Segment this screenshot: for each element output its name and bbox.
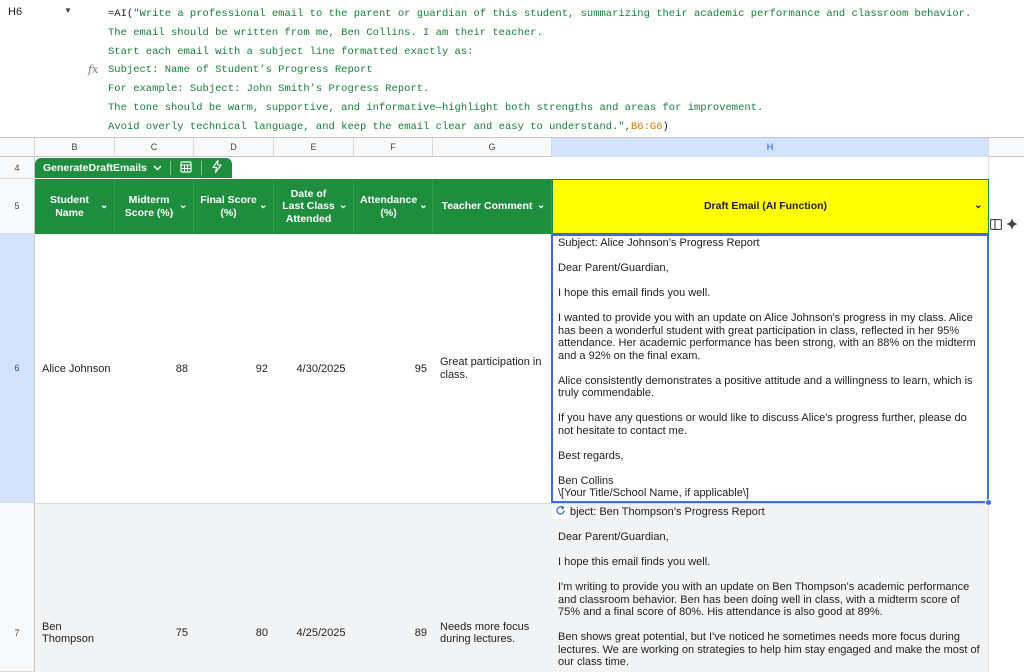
email-subject: bject: Ben Thompson’s Progress Report — [570, 506, 765, 518]
cell-midterm[interactable]: 88 — [175, 362, 188, 375]
cell-final[interactable]: 92 — [255, 362, 268, 375]
column-header-h[interactable]: H — [552, 138, 989, 157]
formula-line: Start each email with a subject line formatted exactly as: — [108, 45, 474, 58]
cell-midterm[interactable]: 75 — [175, 627, 188, 639]
email-line: \[Your Title/School Name, if applicable\] — [558, 487, 749, 499]
email-line: I wanted to provide you with an update on Alice Johnson's progress in my class. Alice has been a wonderful student with great participation in class, reflected in her 95% attendance. Her academic performance has been strong, with an 88% on the midterm and a 92% on the final exam. — [558, 312, 976, 362]
column-header-b[interactable]: B — [35, 138, 115, 157]
automation-button[interactable] — [202, 158, 232, 178]
email-line: Best regards, — [558, 449, 624, 462]
cell-draft-email-body — [552, 529, 988, 672]
email-line: Dear Parent/Guardian, — [558, 531, 669, 543]
header-student-name[interactable]: Student Name ⌄ — [35, 179, 115, 234]
row-header-7[interactable]: 7 — [0, 503, 35, 672]
selected-cell-outline — [551, 234, 989, 503]
formula-line: The tone should be warm, supportive, and informative—highlight both strengths and areas for improvement. — [108, 101, 764, 114]
column-header-f[interactable]: F — [354, 138, 433, 157]
row-header-5[interactable]: 5 — [0, 179, 35, 234]
side-panel-icon[interactable] — [990, 219, 1002, 233]
table-view-button[interactable] — [171, 158, 201, 178]
column-header-row — [0, 138, 1024, 157]
chevron-down-icon[interactable]: ⌄ — [419, 200, 428, 212]
calculator-icon — [180, 161, 192, 176]
table-name-button[interactable]: GenerateDraftEmails — [35, 158, 170, 178]
column-header-c[interactable]: C — [115, 138, 194, 157]
email-line: Ben shows great potential, but I've noticed he sometimes needs more focus during lectures. We are working on strategies to help him stay engaged and make the most of our class time. — [558, 631, 980, 668]
formula-input[interactable] — [108, 7, 1018, 139]
column-header-d[interactable]: D — [194, 138, 274, 157]
formula-line: =AI("Write a professional email to the parent or guardian of this student, summarizing their academic performance and classroom behavior. — [108, 8, 972, 20]
chevron-down-icon[interactable]: ⌄ — [100, 200, 109, 212]
chevron-down-icon[interactable]: ⌄ — [259, 200, 268, 212]
cell-final[interactable]: 80 — [255, 627, 268, 639]
chevron-down-icon[interactable]: ⌄ — [537, 200, 546, 212]
email-line: I hope this email finds you well. — [558, 556, 711, 568]
lightning-icon — [212, 160, 222, 176]
chevron-down-icon — [153, 162, 162, 174]
email-line: I'm writing to provide you with an update on Ben Thompson's academic performance and classroom behavior. Ben has been doing well in class, with a midterm score of 75% and a final score of 80%. His attendance is also good at 89%. — [558, 581, 970, 618]
name-box[interactable]: H6 — [8, 6, 23, 18]
refresh-button[interactable] — [552, 504, 569, 519]
chevron-down-icon[interactable]: ⌄ — [339, 200, 348, 212]
cell-date[interactable]: 4/30/2025 — [296, 362, 346, 375]
row-header-4[interactable]: 4 — [0, 157, 35, 179]
cell-teacher-comment[interactable]: Needs more focus during lectures. — [440, 620, 530, 645]
formula-line: The email should be written from me, Ben Collins. I am their teacher. — [108, 26, 543, 39]
email-line: I hope this email finds you well. — [558, 287, 711, 299]
email-subject: Subject: Alice Johnson’s Progress Report — [558, 237, 760, 249]
row-header-6[interactable]: 6 — [0, 234, 35, 503]
formula-line: Subject: Name of Student’s Progress Report — [108, 64, 373, 77]
header-final-score[interactable]: Final Score (%) ⌄ — [194, 179, 274, 234]
refresh-icon — [555, 505, 566, 519]
cell-attendance[interactable]: 89 — [414, 627, 427, 639]
formula-bar — [0, 0, 1024, 138]
table-toolbar — [35, 158, 232, 178]
cell-student-name[interactable]: Ben Thompson — [42, 621, 94, 645]
email-line: Dear Parent/Guardian, — [558, 262, 669, 274]
header-attendance[interactable]: Attendance (%) ⌄ — [354, 179, 433, 234]
column-header-e[interactable]: E — [274, 138, 354, 157]
formula-line: For example: Subject: John Smith’s Progress Report. — [108, 83, 430, 96]
email-line: If you have any questions or would like to discuss Alice's progress further, please do not hesitate to contact me. — [558, 412, 967, 437]
chevron-down-icon[interactable]: ⌄ — [974, 200, 983, 212]
column-header-g[interactable]: G — [433, 138, 552, 157]
chevron-down-icon[interactable]: ⌄ — [179, 200, 188, 212]
sparkle-icon[interactable] — [1006, 218, 1018, 233]
header-last-class-date[interactable]: Date of Last Class Attended ⌄ — [274, 179, 354, 234]
cell-student-name[interactable]: Alice Johnson — [42, 362, 111, 375]
column-side-actions — [990, 218, 1018, 233]
cell-attendance[interactable]: 95 — [414, 362, 427, 375]
header-draft-email[interactable]: Draft Email (AI Function) ⌄ — [552, 179, 989, 234]
fx-icon: fx — [88, 63, 99, 76]
cell-teacher-comment[interactable]: Great participation in class. — [440, 356, 542, 381]
select-all-corner[interactable] — [0, 138, 35, 157]
header-teacher-comment[interactable]: Teacher Comment ⌄ — [433, 179, 552, 234]
formula-line: Avoid overly technical language, and keep the email clear and easy to understand.",B6:G6) — [108, 120, 669, 133]
email-line: Ben Collins — [558, 474, 614, 487]
cell-date[interactable]: 4/25/2025 — [296, 627, 346, 639]
email-line: Alice consistently demonstrates a positive attitude and a willingness to learn, which is truly commendable. — [558, 374, 973, 399]
header-midterm-score[interactable]: Midterm Score (%) ⌄ — [115, 179, 194, 234]
name-box-dropdown-icon[interactable]: ▼ — [64, 6, 72, 15]
